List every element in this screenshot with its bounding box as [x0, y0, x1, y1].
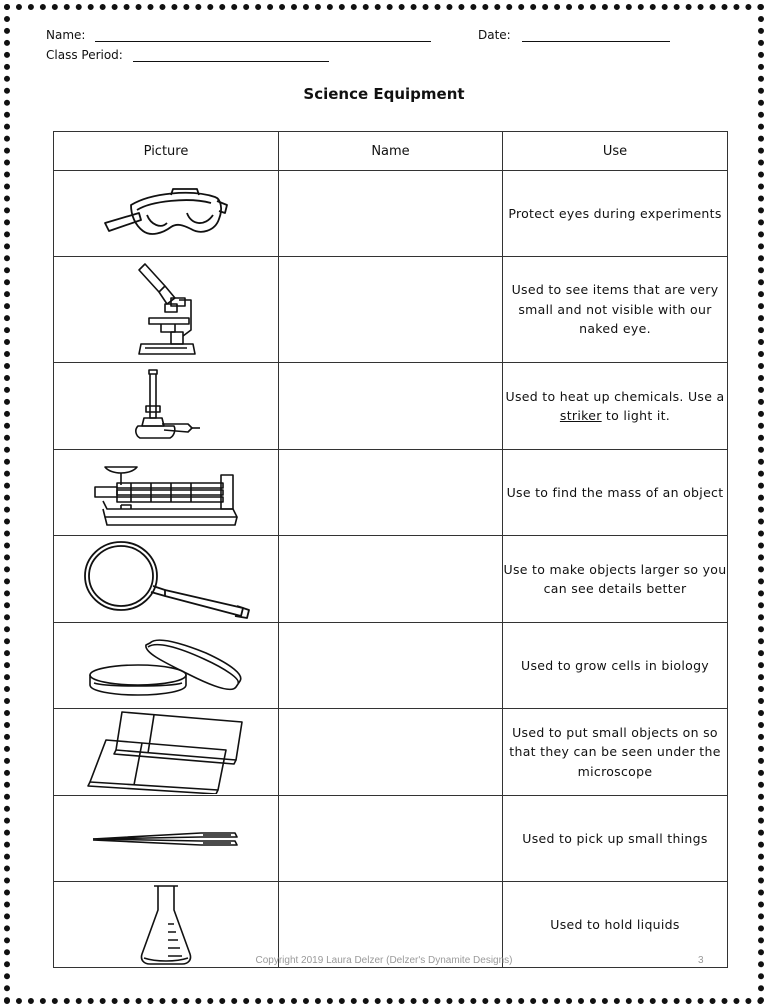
use-cell: Used to grow cells in biology [503, 623, 728, 709]
tweezers-icon [91, 827, 241, 851]
table-row [54, 363, 728, 450]
microscope-slides-icon [86, 710, 246, 794]
page-number: 3 [698, 955, 704, 966]
picture-cell [54, 796, 279, 882]
name-answer-cell[interactable] [279, 796, 503, 882]
use-cell: Protect eyes during experiments [503, 171, 728, 257]
petri-dish-icon [86, 635, 246, 697]
name-answer-cell[interactable] [279, 363, 503, 450]
use-cell [503, 363, 728, 450]
name-answer-cell[interactable] [279, 450, 503, 536]
column-header-name: Name [279, 132, 503, 171]
table-row [54, 536, 728, 623]
picture-cell [54, 171, 279, 257]
microscope-icon [131, 260, 201, 360]
safety-goggles-icon [101, 183, 231, 245]
picture-cell [54, 257, 279, 363]
use-cell: Use to make objects larger so you can see details better [503, 536, 728, 623]
table-row [54, 450, 728, 536]
name-answer-cell[interactable] [279, 536, 503, 623]
table-row [54, 623, 728, 709]
name-answer-cell[interactable] [279, 623, 503, 709]
use-cell: Used to put small objects on so that they can be seen under the microscope [503, 709, 728, 796]
table-header-row [54, 132, 728, 171]
column-header-use: Use [503, 132, 728, 171]
name-answer-cell[interactable] [279, 171, 503, 257]
use-text-before: Used to heat up chemicals. Use a [505, 388, 725, 404]
use-text-after: to light it. [601, 408, 671, 423]
use-text-underlined: striker [559, 408, 602, 423]
use-cell: Used to see items that are very small and not visible with our naked eye. [503, 257, 728, 363]
picture-cell [54, 450, 279, 536]
name-answer-cell[interactable] [279, 257, 503, 363]
table-row [54, 257, 728, 363]
bunsen-burner-icon [126, 366, 206, 446]
use-cell: Used to pick up small things [503, 796, 728, 882]
class-period-blank-line[interactable] [133, 49, 329, 62]
worksheet-title: Science Equipment [303, 85, 465, 103]
picture-cell [54, 363, 279, 450]
date-row [478, 28, 670, 42]
table-row [54, 709, 728, 796]
name-row [46, 28, 431, 42]
triple-beam-balance-icon [91, 457, 241, 529]
column-header-picture: Picture [54, 132, 279, 171]
picture-cell [54, 709, 279, 796]
table-row [54, 796, 728, 882]
use-cell: Used to hold liquids [503, 882, 728, 968]
date-label: Date: [478, 28, 511, 42]
name-answer-cell[interactable] [279, 709, 503, 796]
name-blank-line[interactable] [95, 29, 431, 42]
erlenmeyer-flask-icon [138, 884, 194, 966]
class-period-row [46, 48, 329, 62]
date-blank-line[interactable] [522, 29, 670, 42]
table-row [54, 171, 728, 257]
equipment-table [53, 131, 728, 968]
class-period-label: Class Period: [46, 48, 123, 62]
picture-cell [54, 623, 279, 709]
magnifying-glass-icon [81, 538, 251, 620]
use-cell: Use to find the mass of an object [503, 450, 728, 536]
copyright-footer: Copyright 2019 Laura Delzer (Delzer's Dynamite Designs) [255, 955, 513, 966]
name-label: Name: [46, 28, 86, 42]
picture-cell [54, 536, 279, 623]
